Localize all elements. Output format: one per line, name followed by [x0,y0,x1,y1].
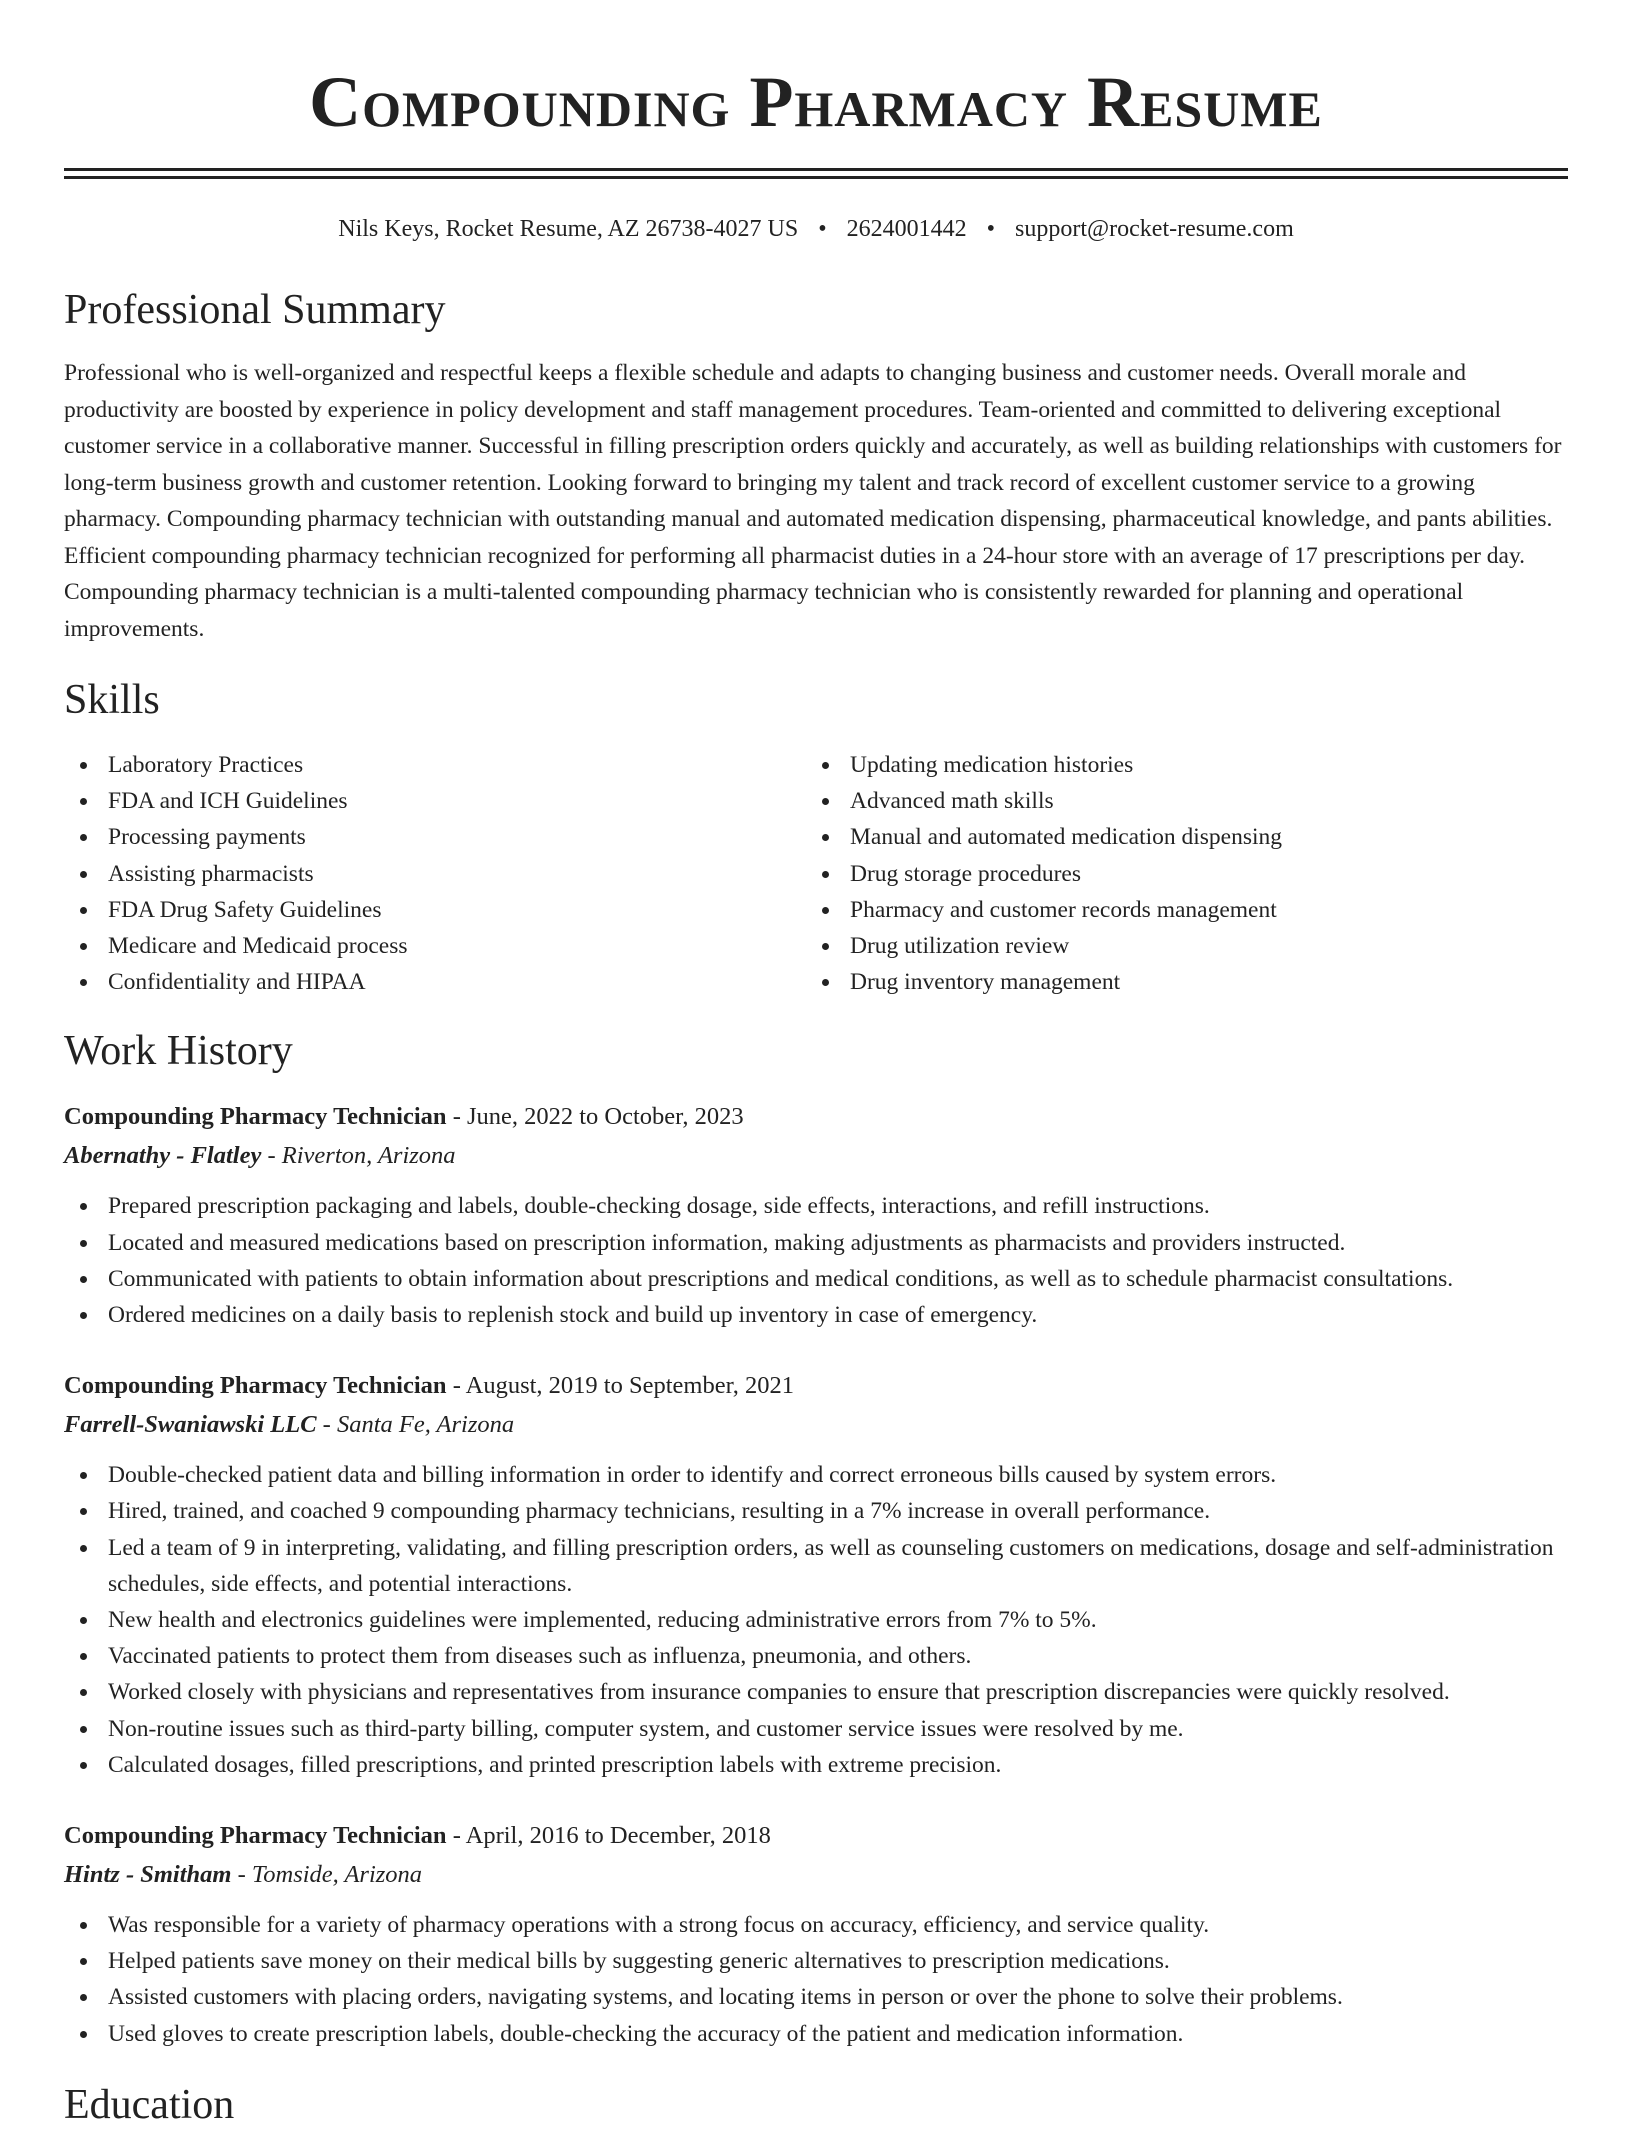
job-bullet: Hired, trained, and coached 9 compounding pharmacy technicians, resulting in a 7% increase in overall performance. [64,1493,1568,1529]
contact-line [64,213,1568,245]
skill-item: Laboratory Practices [64,747,806,783]
skill-item: Drug utilization review [806,928,1548,964]
skills-heading: Skills [64,677,160,723]
education-heading: Education [64,2081,235,2128]
company-name: Abernathy - Flatley [64,1142,262,1170]
job-bullet: Ordered medicines on a daily basis to replenish stock and build up inventory in case of emergency. [64,1297,1568,1333]
job-title-line [64,1817,1568,1855]
job-bullet: New health and electronics guidelines were implemented, reducing administrative errors from 7% to 5%. [64,1602,1568,1638]
job-bullets [64,1907,1568,2052]
contact-email: support@rocket-resume.com [1015,216,1294,242]
skills-left-column [64,747,806,1000]
skill-item: FDA and ICH Guidelines [64,783,806,819]
skill-item: Manual and automated medication dispensing [806,819,1548,855]
skill-item: Updating medication histories [806,747,1548,783]
contact-separator: • [986,216,996,242]
title-rule-top [64,168,1568,171]
job-entry [64,1817,1568,2052]
job-dates: - June, 2022 to October, 2023 [446,1103,744,1131]
skill-item: FDA Drug Safety Guidelines [64,892,806,928]
skills-right-column [806,747,1548,1000]
job-dates: - August, 2019 to September, 2021 [446,1372,795,1400]
job-bullet: Led a team of 9 in interpreting, validating, and filling prescription orders, as well as counseling customers on medications, dosage and self-administration schedules, side effects, and potential interactions. [64,1530,1568,1602]
company-location: - Riverton, Arizona [261,1142,456,1170]
company-line [64,1405,1568,1445]
skill-item: Medicare and Medicaid process [64,928,806,964]
skill-item: Advanced math skills [806,783,1548,819]
job-bullet: Non-routine issues such as third-party billing, computer system, and customer service issues were resolved by me. [64,1711,1568,1747]
company-name: Hintz - Smitham [64,1861,232,1889]
job-bullet: Helped patients save money on their medical bills by suggesting generic alternatives to prescription medications. [64,1943,1568,1979]
title-rule-bottom [64,176,1568,179]
job-entry [64,1367,1568,1783]
resume-page [64,0,1568,2130]
job-title: Compounding Pharmacy Technician [64,1822,447,1850]
job-bullet: Assisted customers with placing orders, navigating systems, and locating items in person or over the phone to solve their problems. [64,1979,1568,2015]
job-dates: - April, 2016 to December, 2018 [446,1822,771,1850]
job-bullet: Double-checked patient data and billing information in order to identify and correct erroneous bills caused by system errors. [64,1457,1568,1493]
skills-columns [64,747,1568,1000]
skill-item: Assisting pharmacists [64,856,806,892]
job-bullet: Worked closely with physicians and representatives from insurance companies to ensure that prescription discrepancies were quickly resolved. [64,1674,1568,1710]
company-line [64,1136,1568,1176]
job-bullet: Used gloves to create prescription labels, double-checking the accuracy of the patient and medication information. [64,2016,1568,2052]
skill-item: Drug storage procedures [806,856,1548,892]
contact-phone: 2624001442 [846,216,967,242]
skill-item: Confidentiality and HIPAA [64,964,806,1000]
company-line [64,1855,1568,1895]
job-title: Compounding Pharmacy Technician [64,1372,447,1400]
job-title-line [64,1367,1568,1405]
company-location: - Santa Fe, Arizona [316,1411,515,1439]
job-bullets [64,1457,1568,1783]
skill-item: Pharmacy and customer records management [806,892,1548,928]
work-history-heading: Work History [64,1028,293,1075]
job-bullet: Vaccinated patients to protect them from diseases such as influenza, pneumonia, and others. [64,1638,1568,1674]
job-bullet: Communicated with patients to obtain information about prescriptions and medical conditions, as well as to schedule pharmacist consultations. [64,1261,1568,1297]
contact-address: Nils Keys, Rocket Resume, AZ 26738-4027 US [338,216,799,242]
job-title: Compounding Pharmacy Technician [64,1103,447,1131]
job-bullet: Calculated dosages, filled prescriptions, and printed prescription labels with extreme precision. [64,1747,1568,1783]
job-title-line [64,1098,1568,1136]
job-bullet: Prepared prescription packaging and labels, double-checking dosage, side effects, interactions, and refill instructions. [64,1188,1568,1224]
summary-heading: Professional Summary [64,287,446,333]
company-location: - Tomside, Arizona [231,1861,423,1889]
contact-separator: • [818,216,827,242]
job-bullet: Was responsible for a variety of pharmacy operations with a strong focus on accuracy, efficiency, and service quality. [64,1907,1568,1943]
skill-item: Drug inventory management [806,964,1548,1000]
skill-item: Processing payments [64,819,806,855]
summary-text: Professional who is well-organized and respectful keeps a flexible schedule and adapts to changing business and customer needs. Overall morale and productivity are boosted by experience in policy development and staff management procedures. Team-oriented and committed to delivering exceptional customer service in a collaborative manner. Successful in filling prescription orders quickly and accurately, as well as building relationships with customers for long-term business growth and customer retention. Looking forward to bringing my talent and track record of excellent customer service to a growing pharmacy. Compounding pharmacy technician with outstanding manual and automated medication dispensing, pharmaceutical knowledge, and pants abilities. Efficient compounding pharmacy technician recognized for performing all pharmacist duties in a 24-hour store with an average of 17 prescriptions per day. Compounding pharmacy technician is a multi-talented compounding pharmacy technician who is consistently rewarded for planning and operational improvements. [64,360,1562,642]
job-bullets [64,1188,1568,1333]
company-name: Farrell-Swaniawski LLC [64,1411,317,1439]
resume-title: Compounding Pharmacy Resume [309,62,1323,142]
job-entry [64,1098,1568,1333]
job-bullet: Located and measured medications based on prescription information, making adjustments as pharmacists and providers instructed. [64,1225,1568,1261]
